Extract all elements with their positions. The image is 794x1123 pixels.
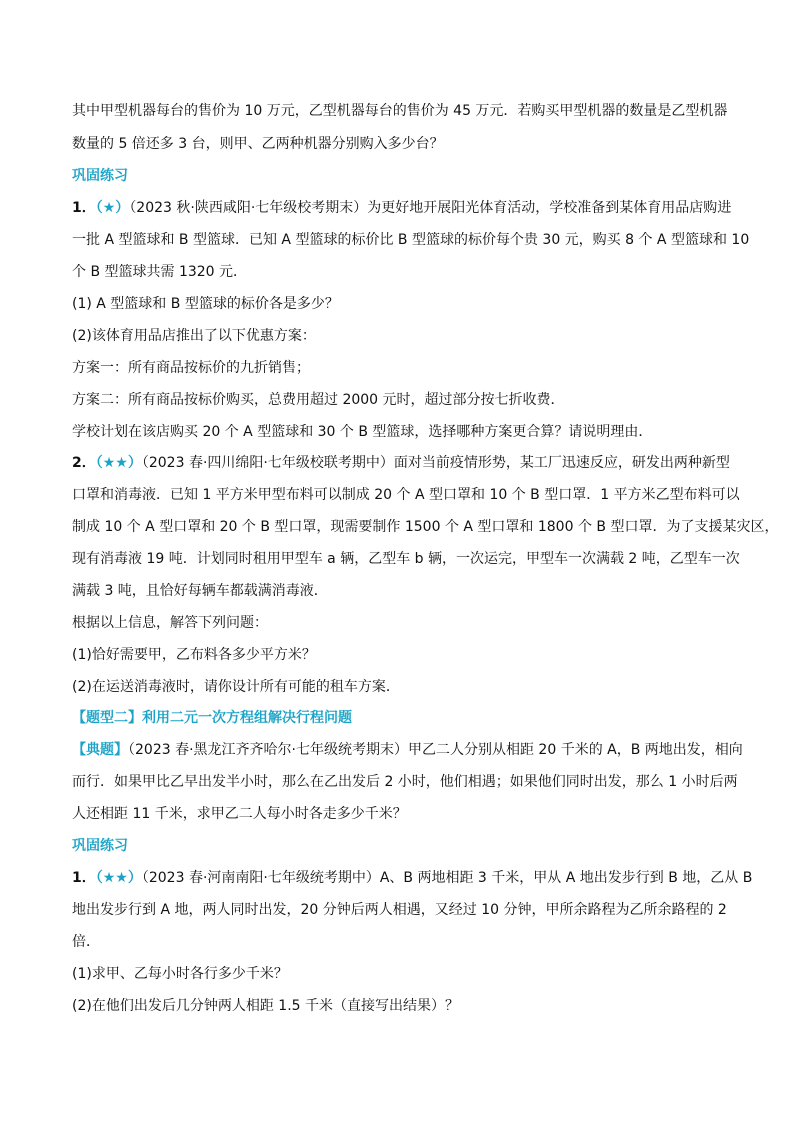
q1-sub-1: (1) A 型篮球和 B 型篮球的标价各是多少？ bbox=[72, 296, 339, 312]
q1-line-1 bbox=[72, 198, 731, 218]
q2-number: 2． bbox=[72, 455, 96, 471]
difficulty-stars-icon: （★★） bbox=[95, 455, 142, 471]
q2-sub-1: (1)恰好需要甲，乙布料各多少平方米？ bbox=[72, 647, 316, 663]
q2-prompt: 根据以上信息，解答下列问题： bbox=[72, 615, 268, 631]
q1-sub-2: (2)该体育用品店推出了以下优惠方案： bbox=[72, 328, 316, 344]
p2q1-line-3: 倍． bbox=[72, 934, 100, 950]
q1-last: 学校计划在该店购买 20 个 A 型篮球和 30 个 B 型篮球，选择哪种方案更合算？请说明理由． bbox=[72, 424, 653, 440]
q1-plan-1: 方案一：所有商品按标价的九折销售； bbox=[72, 360, 310, 376]
example-line-1 bbox=[72, 740, 743, 760]
example-line-2: 而行．如果甲比乙早出发半小时，那么在乙出发后 2 小时，他们相遇；如果他们同时出发，那么 1 小时后两 bbox=[72, 774, 738, 790]
example-tag: 【典题】 bbox=[72, 742, 128, 758]
p2q1-text-1: （2023 春·河南南阳·七年级统考期中）A、B 两地相距 3 千米，甲从 A 地出发步行到 B 地，乙从 B bbox=[141, 870, 753, 886]
q1-line-3: 个 B 型篮球共需 1320 元． bbox=[72, 264, 248, 280]
example-text-1: （2023 春·黑龙江齐齐哈尔·七年级统考期末）甲乙二人分别从相距 20 千米的 A，B 两地出发，相向 bbox=[128, 742, 743, 758]
q2-line-3: 制成 10 个 A 型口罩和 20 个 B 型口罩，现需要制作 1500 个 A 型口罩和 1800 个 B 型口罩．为了支援某灾区， bbox=[72, 519, 779, 535]
q2-line-2: 口罩和消毒液．已知 1 平方米甲型布料可以制成 20 个 A 型口罩和 10 个 B 型口罩．1 平方米乙型布料可以 bbox=[72, 487, 740, 503]
difficulty-star-icon: （★） bbox=[95, 200, 130, 216]
intro-line-1: 其中甲型机器每台的售价为 10 万元，乙型机器每台的售价为 45 万元．若购买甲型机器的数量是乙型机器 bbox=[72, 103, 728, 119]
p2q1-sub-2: (2)在他们出发后几分钟两人相距 1.5 千米（直接写出结果）？ bbox=[72, 998, 459, 1014]
intro-line-2: 数量的 5 倍还多 3 台，则甲、乙两种机器分别购入多少台？ bbox=[72, 136, 444, 152]
p2q1-line-1 bbox=[72, 868, 752, 888]
q2-line-1 bbox=[72, 453, 730, 473]
q2-text-1: （2023 春·四川绵阳·七年级校联考期中）面对当前疫情形势，某工厂迅速反应，研发出两种新型 bbox=[141, 455, 730, 471]
example-line-3: 人还相距 11 千米，求甲乙二人每小时各走多少千米？ bbox=[72, 806, 407, 822]
q1-number: 1． bbox=[72, 200, 96, 216]
q2-sub-2: (2)在运送消毒液时，请你设计所有可能的租车方案． bbox=[72, 679, 400, 695]
difficulty-stars-icon: （★★） bbox=[95, 870, 142, 886]
practice-heading-2: 巩固练习 bbox=[72, 838, 128, 854]
q2-line-4: 现有消毒液 19 吨．计划同时租用甲型车 a 辆，乙型车 b 辆，一次运完，甲型车一次满载 2 吨，乙型车一次 bbox=[72, 551, 740, 567]
p2q1-line-2: 地出发步行到 A 地，两人同时出发，20 分钟后两人相遇，又经过 10 分钟，甲所余路程为乙所余路程的 2 bbox=[72, 902, 727, 918]
p2q1-number: 1． bbox=[72, 870, 96, 886]
p2q1-sub-1: (1)求甲、乙每小时各行多少千米？ bbox=[72, 966, 288, 982]
q1-text-1: （2023 秋·陕西咸阳·七年级校考期末）为更好地开展阳光体育活动，学校准备到某体育用品店购进 bbox=[129, 200, 732, 216]
practice-heading-1: 巩固练习 bbox=[72, 168, 128, 184]
q2-line-5: 满载 3 吨，且恰好每辆车都载满消毒液． bbox=[72, 583, 328, 599]
topic-heading: 【题型二】利用二元一次方程组解决行程问题 bbox=[72, 710, 352, 726]
q1-line-2: 一批 A 型篮球和 B 型篮球．已知 A 型篮球的标价比 B 型篮球的标价每个贵 30 元，购买 8 个 A 型篮球和 10 bbox=[72, 232, 750, 248]
q1-plan-2: 方案二：所有商品按标价购买，总费用超过 2000 元时，超过部分按七折收费． bbox=[72, 392, 565, 408]
